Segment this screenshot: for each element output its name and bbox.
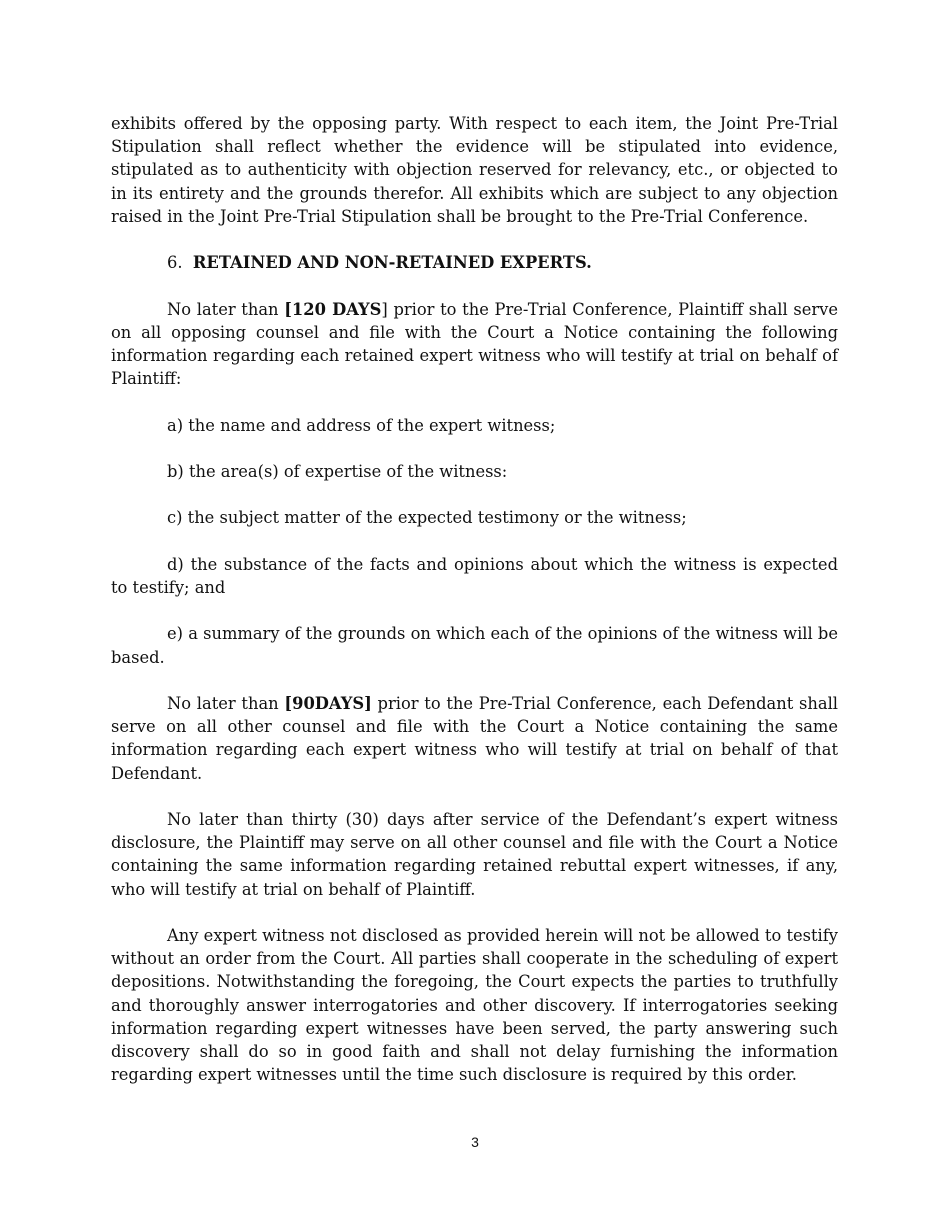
section-heading bbox=[111, 251, 838, 274]
defendant-paragraph-body: prior to the Pre-Trial Conference, each Defendant shall serve on all other counsel and file with the Court a Notice containing the same information regarding each expert witness who will testify at trial on behalf of that Defendant. bbox=[111, 693, 839, 783]
list-item-c: c) the subject matter of the expected testimony or the witness; bbox=[167, 508, 687, 528]
defendant-paragraph bbox=[111, 692, 838, 785]
closing-paragraph: Any expert witness not disclosed as provided herein will not be allowed to testify without an order from the Court. All parties shall cooperate in the scheduling of expert depositions. Notwithstanding the foregoing, the Court expects the parties to truthfully and thoroughly answer interrogatories and other discovery. If interrogatories seeking information regarding expert witnesses have been served, the party answering such discovery shall do so in good faith and shall not delay furnishing the information regarding expert witnesses until the time such disclosure is required by this order. bbox=[111, 925, 838, 1085]
defendant-paragraph-lead: No later than bbox=[167, 693, 285, 713]
document-page bbox=[111, 112, 838, 1086]
plaintiff-paragraph-lead: No later than bbox=[167, 299, 285, 319]
defendant-deadline: [90DAYS] bbox=[284, 693, 372, 713]
list-item-e: e) a summary of the grounds on which each of the opinions of the witness will be based. bbox=[111, 624, 838, 667]
list-item-a: a) the name and address of the expert witness; bbox=[167, 415, 556, 435]
intro-paragraph: exhibits offered by the opposing party. With respect to each item, the Joint Pre-Trial Stipulation shall reflect whether the evidence will be stipulated into evidence, stipulated as to authenticity with objection reserved for relevancy, etc., or objected to in its entirety and the grounds therefor. All exhibits which are subject to any objection raised in the Joint Pre-Trial Stipulation shall be brought to the Pre-Trial Conference. bbox=[111, 114, 838, 226]
list-item-b: b) the area(s) of expertise of the witness: bbox=[167, 461, 508, 481]
plaintiff-paragraph-body: prior to the Pre-Trial Conference, Plaintiff shall serve on all opposing counsel and file with the Court a Notice containing the following information regarding each retained expert witness who will testify at trial on behalf of Plaintiff: bbox=[111, 299, 839, 389]
section-number: 6. bbox=[167, 253, 183, 273]
page-number: 3 bbox=[471, 1134, 479, 1150]
plaintiff-deadline-close: ] bbox=[381, 299, 388, 319]
plaintiff-paragraph bbox=[111, 298, 838, 391]
list-item-d: d) the substance of the facts and opinions about which the witness is expected to testify; and bbox=[111, 554, 838, 597]
plaintiff-deadline: [120 DAYS bbox=[284, 299, 382, 319]
section-title: RETAINED AND NON-RETAINED EXPERTS. bbox=[192, 253, 592, 273]
rebuttal-paragraph: No later than thirty (30) days after service of the Defendant’s expert witness disclosure, the Plaintiff may serve on all other counsel and file with the Court a Notice containing the same information regarding retained rebuttal expert witnesses, if any, who will testify at trial on behalf of Plaintiff. bbox=[111, 809, 838, 899]
